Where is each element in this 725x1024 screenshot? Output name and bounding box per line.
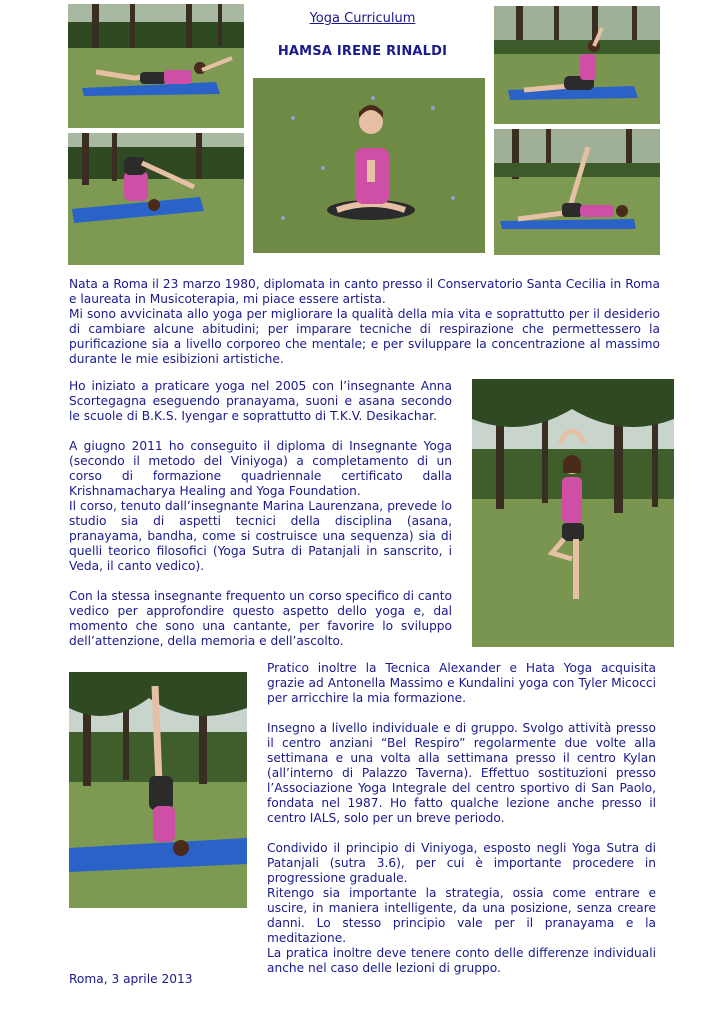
training-paragraph-diploma: A giugno 2011 ho conseguito il diploma di Insegnante Yoga (secondo il metodo del Viniyoga) a completamento di un corso di formazione quadriennale certificato dalla Krishnamacharya Healing and Yoga Foundation.	[69, 439, 452, 498]
yoga-photo-pigeon-pose	[494, 6, 660, 124]
yoga-photo-locust-pose	[68, 4, 244, 128]
practice-section	[267, 661, 656, 976]
yoga-photo-lotus-namaste	[253, 78, 485, 253]
training-paragraph-course: Il corso, tenuto dall’insegnante Marina Laurenzana, prevede lo studio sia di aspetti tecnici della disciplina (asana, pranayama, bandha, come si costruisce una sequenza) sia di quelli teorico filosofici (Yoga Sutra di Patanjali in sanscrito, i Veda, il canto vedico).	[69, 499, 452, 573]
document-title: Yoga Curriculum	[309, 11, 416, 26]
intro-paragraph-birth: Nata a Roma il 23 marzo 1980, diplomata in canto presso il Conservatorio Santa Cecilia in Roma e laureata in Musicoterapia, mi piace essere artista.	[69, 277, 660, 306]
intro-section	[69, 277, 660, 367]
practice-paragraph-viniyoga: Condivido il principio di Viniyoga, esposto negli Yoga Sutra di Patanjali (sutra 3.6), per cui è importante procedere in progressione graduale.	[267, 841, 656, 885]
document-date: Roma, 3 aprile 2013	[69, 972, 193, 986]
training-section	[69, 379, 452, 649]
practice-paragraph-strategy: Ritengo sia importante la strategia, ossia come entrare e uscire, in maniera intelligente, da una posizione, senza creare danni. Lo stesso principio vale per il pranayama e la meditazione.	[267, 886, 656, 945]
training-paragraph-chant: Con la stessa insegnante frequento un corso specifico di canto vedico per approfondire questo aspetto dello yoga e, dal momento che sono una cantante, per favorire lo sviluppo dell’attenzione, della memoria e dell’ascolto.	[69, 589, 452, 648]
yoga-photo-shoulder-stand	[69, 672, 247, 908]
yoga-photo-tree-pose	[472, 379, 674, 647]
yoga-photo-reclining-leg-stretch	[494, 129, 660, 255]
intro-paragraph-motivation: Mi sono avvicinata allo yoga per migliorare la qualità della mia vita e soprattutto per il desiderio di cambiare alcune abitudini; per imparare tecniche di respirazione che permettessero la purificazione sia a livello corporeo che mentale; e per sviluppare la concentrazione al massimo durante le mie esibizioni artistiche.	[69, 307, 660, 366]
yoga-photo-plow-pose	[68, 133, 244, 265]
practice-paragraph-teaching: Insegno a livello individuale e di gruppo. Svolgo attività presso il centro anziani “Bel Respiro” regolarmente due volte alla settimana e una volta alla settimana presso il centro Kylan (all’interno di Palazzo Taverna). Effettuo sostituzioni presso l’Associazione Yoga Integrale del centro sportivo di San Paolo, fondata nel 1987. Ho fatto qualche lezione anche presso il centro IALS, solo per un breve periodo.	[267, 721, 656, 825]
training-paragraph-start: Ho iniziato a praticare yoga nel 2005 con l’insegnante Anna Scortegagna eseguendo pranayama, suoni e asana secondo le scuole di B.K.S. Iyengar e soprattutto di T.K.V. Desikachar.	[69, 379, 452, 423]
practice-paragraph-individual: La pratica inoltre deve tenere conto delle differenze individuali anche nel caso delle lezioni di gruppo.	[267, 946, 656, 975]
author-name: HAMSA IRENE RINALDI	[277, 44, 448, 59]
practice-paragraph-alexander: Pratico inoltre la Tecnica Alexander e Hata Yoga acquisita grazie ad Antonella Massimo e Kundalini yoga con Tyler Micocci per arricchire la mia formazione.	[267, 661, 656, 705]
